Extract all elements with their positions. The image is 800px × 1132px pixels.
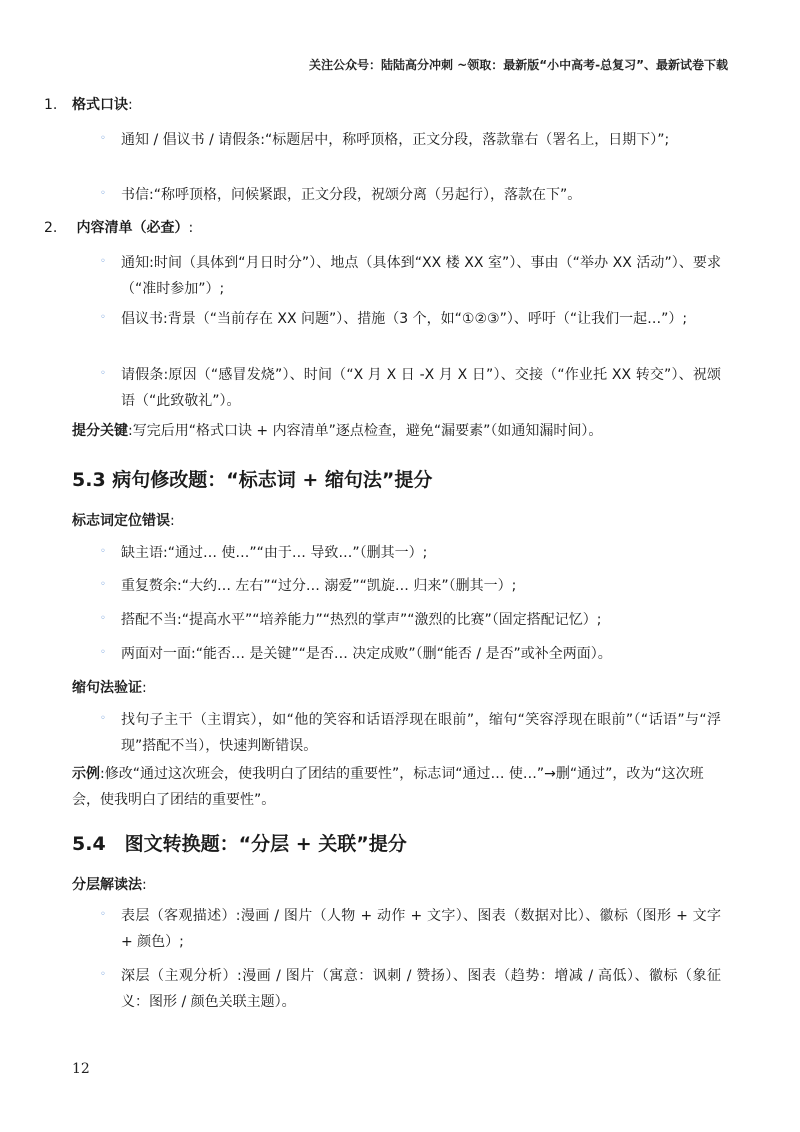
page-number: 12 (72, 1061, 90, 1077)
tip-label: 提分关键 (72, 423, 128, 439)
subheading-text: 分层解读法 (72, 877, 142, 893)
bullet-dot-icon: ◦ (100, 133, 106, 144)
list-item: 两面对一面:“能否… 是关键”“是否… 决定成败”（删“能否 / 是否”或补全两面）。 (121, 646, 612, 662)
bullet-dot-icon: ◦ (100, 613, 106, 624)
list-item: 表层（客观描述）:漫画 / 图片（人物 + 动作 + 文字）、图表（数据对比）、徽标（图形 + 文字 + 颜色）; (121, 908, 721, 950)
tip-paragraph (72, 418, 728, 444)
bullet-dot-icon: ◦ (100, 909, 106, 920)
subheading-colon: : (142, 877, 147, 893)
bullet-dot-icon: ◦ (100, 256, 106, 267)
list-item: 书信:“称呼顶格，问候紧跟，正文分段，祝颂分离（另起行），落款在下”。 (121, 187, 582, 203)
tip-text: :写完后用“格式口诀 + 内容清单”逐点检查，避免“漏要素”（如通知漏时间）。 (128, 423, 603, 439)
subheading-colon: : (142, 680, 147, 696)
section-heading-5-4: 5.4 图文转换题：“分层 + 关联”提分 (72, 833, 407, 855)
item-title: 格式口诀 (72, 97, 128, 113)
list-item: 通知:时间（具体到“月日时分”）、地点（具体到“XX 楼 XX 室”）、事由（“举办 XX 活动”）、要求（“准时参加”）; (121, 255, 721, 297)
bullet-dot-icon: ◦ (100, 579, 106, 590)
list-item: 找句子主干（主谓宾），如“他的笑容和话语浮现在眼前”，缩句“笑容浮现在眼前”（“话语”与“浮现”搭配不当），快速判断错误。 (121, 712, 721, 754)
bullet-dot-icon: ◦ (100, 969, 106, 980)
list-item: 倡议书:背景（“当前存在 XX 问题”）、措施（3 个，如“①②③”）、呼吁（“让我们一起…”）; (121, 311, 688, 327)
bullet-dot-icon: ◦ (100, 312, 106, 323)
example-text: :修改“通过这次班会，使我明白了团结的重要性”，标志词“通过… 使…”→删“通过”，改为“这次班会，使我明白了团结的重要性”。 (72, 766, 704, 808)
section-heading-5-3: 5.3 病句修改题：“标志词 + 缩句法”提分 (72, 469, 433, 491)
list-item: 缺主语:“通过… 使…”“由于… 导致…”（删其一）; (121, 545, 428, 561)
subheading-colon: : (170, 513, 175, 529)
bullet-dot-icon: ◦ (100, 368, 106, 379)
item-colon: : (188, 220, 194, 236)
bullet-dot-icon: ◦ (100, 546, 106, 557)
subheading-layer (72, 873, 147, 897)
item-title: 内容清单（必查） (76, 220, 189, 236)
subheading-text: 缩句法验证 (72, 680, 142, 696)
item-number: 2. (44, 220, 58, 236)
item-colon: : (128, 97, 133, 113)
subheading-text: 标志词定位错误 (72, 513, 170, 529)
bullet-dot-icon: ◦ (100, 188, 106, 199)
subheading-shrink (72, 676, 147, 700)
list-item: 重复赘余:“大约… 左右”“过分… 溺爱”“凯旋… 归来”（删其一）; (121, 578, 517, 594)
list-item: 深层（主观分析）:漫画 / 图片（寓意：讽刺 / 赞扬）、图表（趋势：增减 / 高低）、徽标（象征义：图形 / 颜色关联主题）。 (121, 968, 721, 1010)
header-note: 关注公众号：陆陆高分冲刺 ~领取：最新版“小中高考-总复习”、最新试卷下载 (309, 58, 728, 72)
bullet-dot-icon: ◦ (100, 647, 106, 658)
numbered-item-2 (44, 216, 193, 240)
numbered-item-1 (44, 93, 133, 117)
list-item: 搭配不当:“提高水平”“培养能力”“热烈的掌声”“激烈的比赛”（固定搭配记忆）; (121, 612, 602, 628)
bullet-dot-icon: ◦ (100, 713, 106, 724)
example-paragraph (72, 761, 728, 813)
subheading-markers (72, 509, 175, 533)
list-item: 通知 / 倡议书 / 请假条:“标题居中，称呼顶格，正文分段，落款靠右（署名上，日期下）”; (121, 132, 670, 148)
list-item: 请假条:原因（“感冒发烧”）、时间（“X 月 X 日 -X 月 X 日”）、交接（“作业托 XX 转交”）、祝颂语（“此致敬礼”）。 (121, 367, 721, 409)
item-number: 1. (44, 97, 58, 113)
example-label: 示例 (72, 766, 100, 782)
